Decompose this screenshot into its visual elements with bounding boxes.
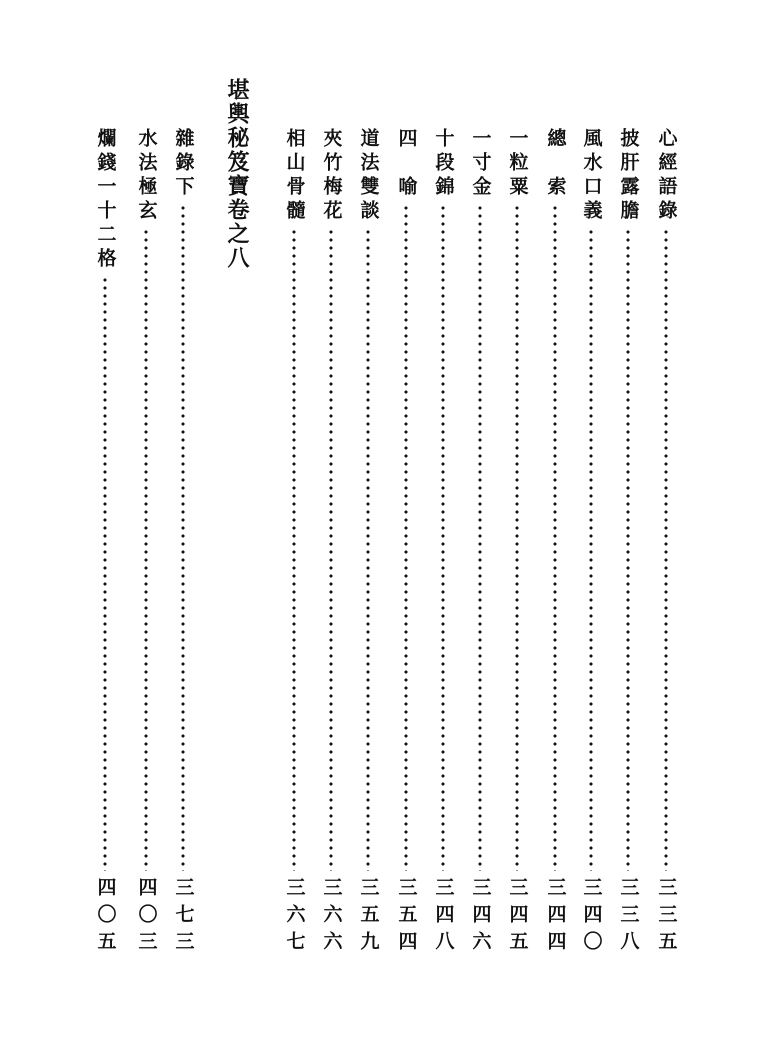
leader-dots [181, 204, 185, 871]
leader-dots [366, 228, 370, 871]
leader-dots [103, 276, 107, 871]
toc-entry-page: 三四五 [506, 877, 529, 958]
toc-entry[interactable] [465, 128, 495, 958]
toc-entry-page: 三五九 [357, 877, 380, 958]
section-title: 堪輿秘笈寶卷之八 [224, 78, 250, 270]
toc-entry-title: 披肝露膽 [617, 128, 640, 224]
leader-dots [144, 228, 148, 871]
toc-entry-page: 三五四 [395, 877, 418, 958]
leader-dots [292, 228, 296, 871]
leader-dots [478, 204, 482, 871]
toc-entry-title: 十段錦 [432, 128, 455, 200]
leader-dots [626, 228, 630, 871]
toc-entry[interactable] [279, 128, 309, 958]
leader-dots [664, 228, 668, 871]
leader-dots [441, 204, 445, 871]
toc-entry[interactable] [391, 128, 421, 958]
toc-entry-title: 風水口義 [580, 128, 603, 224]
leader-dots [553, 204, 557, 871]
toc-entry-page: 四〇五 [94, 877, 117, 958]
toc-entry[interactable] [316, 128, 346, 958]
toc-entry-page: 三四四 [544, 877, 567, 958]
leader-dots [515, 204, 519, 871]
toc-entry[interactable] [576, 128, 606, 958]
toc-entry-title: 總 索 [544, 128, 567, 200]
toc-entry-title: 四 喻 [395, 128, 418, 200]
toc-entry-title: 心經語錄 [655, 128, 678, 224]
toc-entry[interactable] [651, 128, 681, 958]
toc-entry[interactable] [353, 128, 383, 958]
toc-entry-title: 一寸金 [469, 128, 492, 200]
leader-dots [589, 228, 593, 871]
toc-entry[interactable] [540, 128, 570, 958]
toc-entry-title: 一粒粟 [506, 128, 529, 200]
leader-dots [404, 204, 408, 871]
toc-entry-page: 三六六 [320, 877, 343, 958]
toc-entry-page: 三四八 [432, 877, 455, 958]
toc-entry-title: 夾竹梅花 [320, 128, 343, 224]
toc-entry[interactable] [90, 128, 120, 958]
section-heading [222, 78, 252, 270]
leader-dots [329, 228, 333, 871]
toc-entry-title: 爛錢一十二格 [94, 128, 117, 272]
toc-entry-page: 三三八 [617, 877, 640, 958]
toc-entry-title: 道法雙談 [357, 128, 380, 224]
toc-entry-title: 雜錄下 [172, 128, 195, 200]
toc-entry[interactable] [168, 128, 198, 958]
toc-entry[interactable] [613, 128, 643, 958]
toc-entry-title: 水法極玄 [135, 128, 158, 224]
toc-entry[interactable] [131, 128, 161, 958]
toc-entry[interactable] [502, 128, 532, 958]
toc-entry-page: 三七三 [172, 877, 195, 958]
toc-entry-page: 三六七 [283, 877, 306, 958]
toc-entry-page: 三三五 [655, 877, 678, 958]
toc-entry-page: 三四〇 [580, 877, 603, 958]
toc-entry-page: 四〇三 [135, 877, 158, 958]
toc-entry[interactable] [428, 128, 458, 958]
toc-entry-title: 相山骨髓 [283, 128, 306, 224]
toc-entry-page: 三四六 [469, 877, 492, 958]
